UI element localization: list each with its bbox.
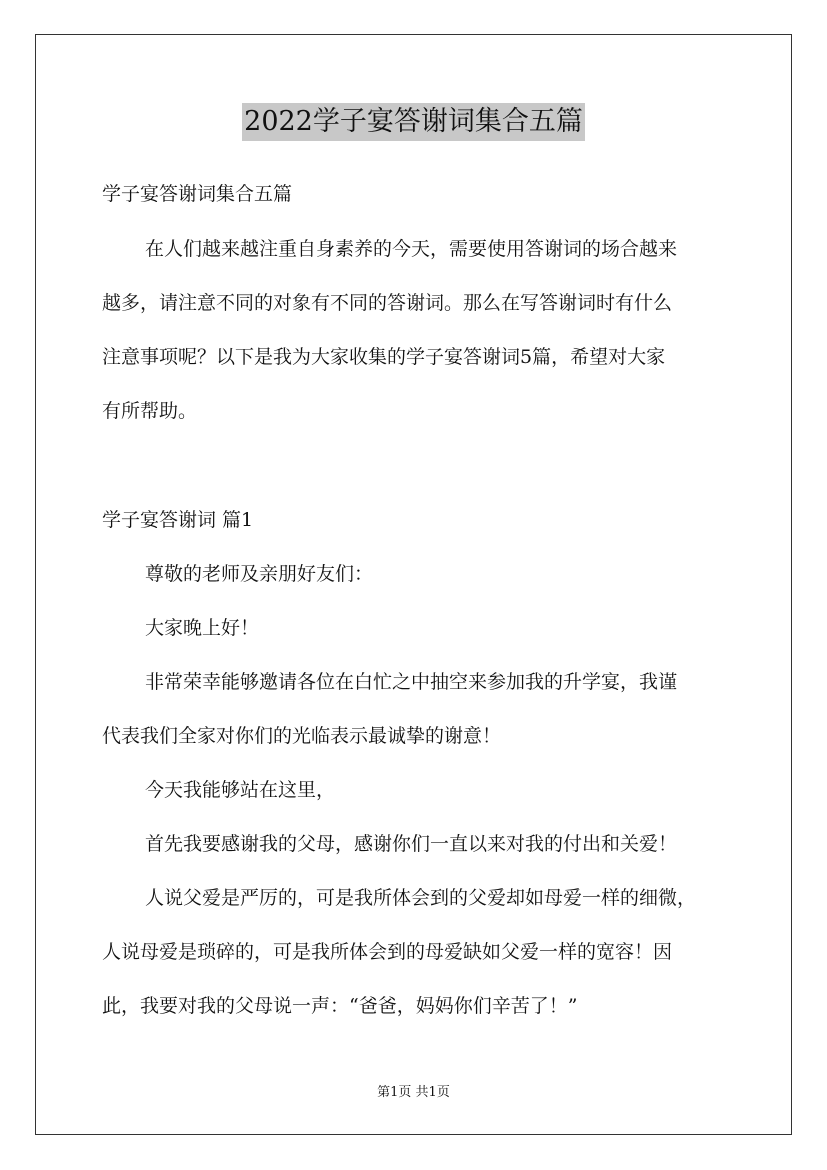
paragraph-line: 在人们越来越注重自身素养的今天，需要使用答谢词的场合越来 [145, 238, 678, 260]
paragraph-line: 有所帮助。 [102, 400, 198, 422]
paragraph-line: 尊敬的老师及亲朋好友们： [145, 563, 374, 585]
paragraph-line: 非常荣幸能够邀请各位在白忙之中抽空来参加我的升学宴，我谨 [145, 671, 678, 693]
paragraph-line: 大家晚上好！ [145, 617, 260, 639]
section-heading: 学子宴答谢词 篇1 [102, 509, 254, 531]
document-title: 2022学子宴答谢词集合五篇 [242, 103, 585, 141]
paragraph-line: 此，我要对我的父母说一声：“爸爸，妈妈你们辛苦了！” [102, 995, 578, 1017]
page-footer: 第1页 共1页 [377, 1085, 450, 1100]
paragraph-line: 人说父爱是严厉的，可是我所体会到的父爱却如母爱一样的细微， [145, 887, 697, 909]
paragraph-line: 越多，请注意不同的对象有不同的答谢词。那么在写答谢词时有什么 [102, 292, 673, 314]
paragraph-line: 今天我能够站在这里， [145, 779, 336, 801]
paragraph-line: 代表我们全家对你们的光临表示最诚挚的谢意！ [102, 725, 502, 747]
paragraph-line: 注意事项呢？以下是我为大家收集的学子宴答谢词5篇，希望对大家 [102, 346, 666, 368]
document-title-wrap [0, 103, 827, 141]
subtitle: 学子宴答谢词集合五篇 [102, 183, 293, 205]
paragraph-line: 首先我要感谢我的父母，感谢你们一直以来对我的付出和关爱！ [145, 833, 678, 855]
paragraph-line: 人说母爱是琐碎的，可是我所体会到的母爱缺如父爱一样的宽容！因 [102, 941, 673, 963]
